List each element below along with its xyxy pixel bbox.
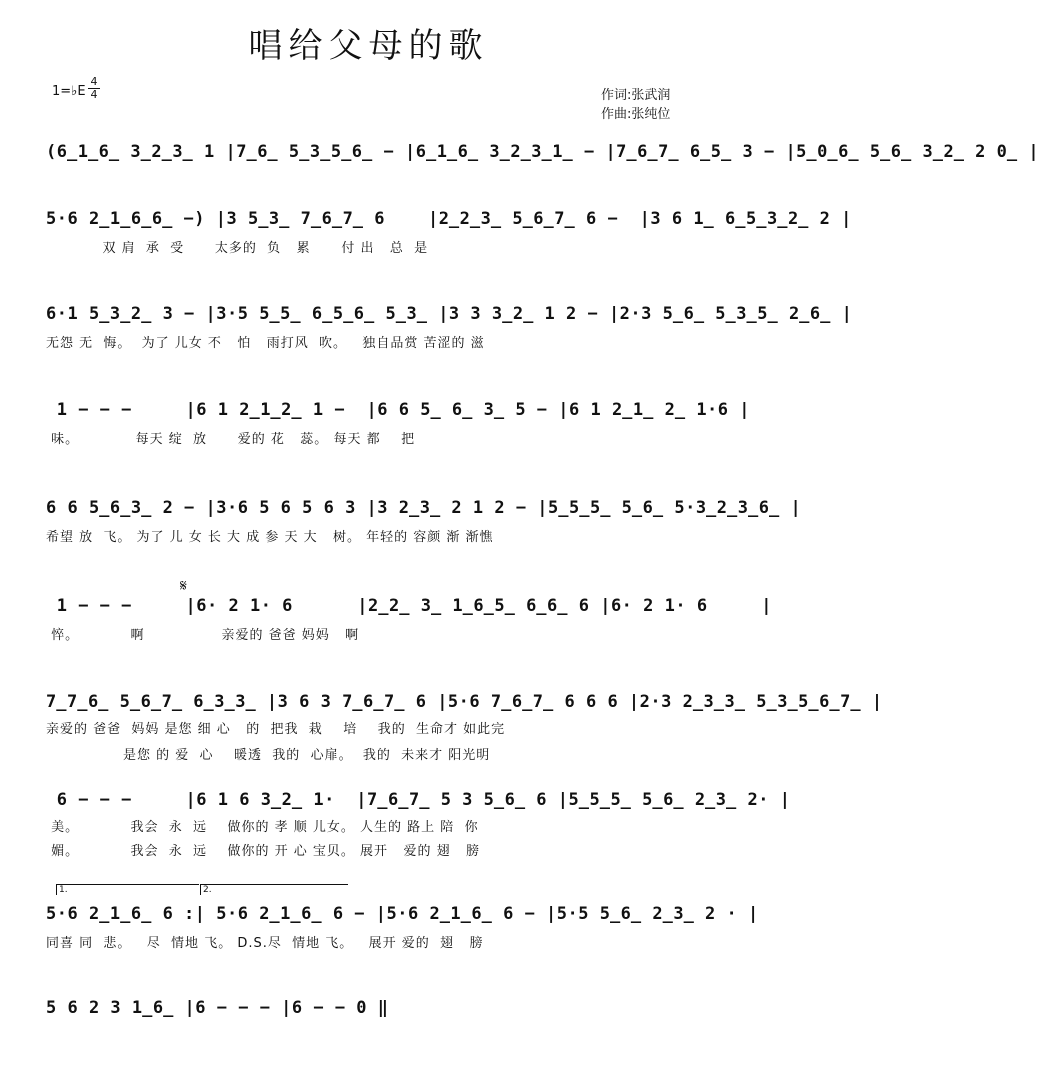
composer: 作曲:张纯位 xyxy=(601,107,671,122)
notation-line: (6̲1̲6̲ 3̲2̲3̲ 1 |7̲6̲ 5̲3̲5̲6̲ − |6̲1̲6̲ 3̲2̲3̲1̲ − |7̲6̲7̲ 6̲5̲ 3 − |5̲0̲6̲ 5̲6̲ 3̲2̲ 2 0̲ | xyxy=(46,142,1039,162)
score-system-4 xyxy=(0,396,751,506)
lyrics-line: 悴。 啊 亲爱的 爸爸 妈妈 啊 xyxy=(46,628,360,643)
time-signature xyxy=(88,76,100,101)
time-top: 4 xyxy=(88,76,100,89)
key-prefix: 1= xyxy=(52,84,72,99)
second-ending xyxy=(200,884,348,895)
first-ending xyxy=(56,884,199,895)
notation-line: 5·6 2̲1̲6̲6̲ −) |3 5̲3̲ 7̲6̲7̲ 6 |2̲2̲3̲ 5̲6̲7̲ 6 − |3 6 1̲ 6̲5̲3̲2̲ 2 | xyxy=(46,209,852,229)
notation-line: 6 − − − |6 1 6 3̲2̲ 1· |7̲6̲7̲ 5 3 5̲6̲ 6 |5̲5̲5̲ 5̲6̲ 2̲3̲ 2· | xyxy=(46,790,791,810)
lyrics-line: 味。 每天 绽 放 爱的 花 蕊。 每天 都 把 xyxy=(46,432,416,447)
second-ending-label: 2. xyxy=(203,885,212,895)
notation-line: 6 6 5̲6̲3̲ 2 − |3·6 5 6 5 6 3 |3 2̲3̲ 2 1 2 − |5̲5̲5̲ 5̲6̲ 5·3̲2̲3̲6̲ | xyxy=(46,498,802,518)
notation-line: 5·6 2̲1̲6̲ 6 :| 5·6 2̲1̲6̲ 6 − |5·6 2̲1̲6̲ 6 − |5·5 5̲6̲ 2̲3̲ 2 · | xyxy=(46,904,759,924)
lyrics-line: 亲爱的 爸爸 妈妈 是您 细 心 的 把我 栽 培 我的 生命才 如此完 xyxy=(46,722,506,737)
score-system-5 xyxy=(0,494,802,604)
key-note: E xyxy=(77,84,86,99)
segno-sign: 𝄋 xyxy=(180,576,187,595)
first-ending-label: 1. xyxy=(59,885,68,895)
lyrics-line: 美。 我会 永 远 做你的 孝 顺 儿女。 人生的 路上 陪 你 xyxy=(46,820,479,835)
key-signature xyxy=(52,84,86,99)
notation-line: 5 6 2 3 1̲6̲ |6 − − − |6 − − 0 ‖ xyxy=(46,998,389,1018)
lyricist: 作词:张武润 xyxy=(601,88,671,103)
lyrics-line: 双 肩 承 受 太多的 负 累 付 出 总 是 xyxy=(46,241,429,256)
time-bottom: 4 xyxy=(90,88,98,101)
score-system-6 xyxy=(0,576,772,702)
score-system-10 xyxy=(0,978,737,1088)
lyrics-line: 希望 放 飞。 为了 儿 女 长 大 成 参 天 大 树。 年轻的 容颜 渐 渐憔 xyxy=(46,530,494,545)
lyrics-line-2: 是您 的 爱 心 暖透 我的 心扉。 我的 未来才 阳光明 xyxy=(46,748,491,763)
notation-line: 1 − − − |6· 2 1· 6 |2̲2̲ 3̲ 1̲6̲5̲ 6̲6̲ 6 |6· 2 1· 6 | xyxy=(46,596,772,616)
lyrics-line-2: 媚。 我会 永 远 做你的 开 心 宝贝。 展开 爱的 翅 膀 xyxy=(46,844,480,859)
flat-sign: ♭ xyxy=(71,84,78,99)
notation-line: 1 − − − |6 1 2̲1̲2̲ 1 − |6 6 5̲ 6̲ 3̲ 5 − |6 1 2̲1̲ 2̲ 1·6 | xyxy=(46,400,751,420)
lyrics-line: 同喜 同 悲。 尽 情地 飞。 D.S.尽 情地 飞。 展开 爱的 翅 膀 xyxy=(46,936,484,951)
lyrics-line: 无怨 无 悔。 为了 儿女 不 怕 雨打风 吹。 独自品赏 苦涩的 滋 xyxy=(46,336,485,351)
score-system-7 xyxy=(0,688,883,798)
notation-line: 6·1 5̲3̲2̲ 3 − |3·5 5̲5̲ 6̲5̲6̲ 5̲3̲ |3 3 3̲2̲ 1 2 − |2·3 5̲6̲ 5̲3̲5̲ 2̲6̲ | xyxy=(46,304,853,324)
page-title: 唱给父母的歌 xyxy=(248,26,489,66)
notation-line: 7̲7̲6̲ 5̲6̲7̲ 6̲3̲3̲ |3 6 3 7̲6̲7̲ 6 |5·6 7̲6̲7̲ 6 6 6 |2·3 2̲3̲3̲ 5̲3̲5̲6̲7̲ | xyxy=(46,692,883,712)
score-system-9 xyxy=(0,880,759,990)
credits xyxy=(601,86,670,124)
